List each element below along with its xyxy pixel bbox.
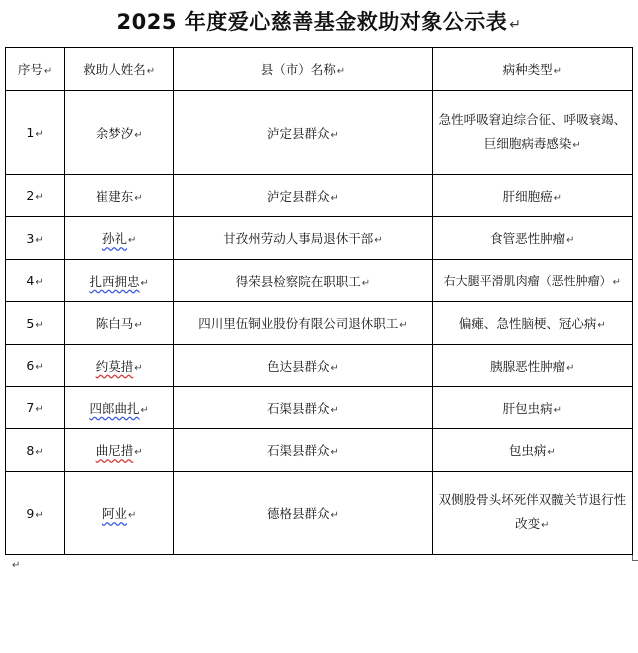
table-end-marker [632,555,638,561]
table-row [6,91,633,175]
disease-type: 包虫病↵ [432,429,632,472]
header-cell: 序号↵ [6,48,65,91]
disease-type: 胰腺恶性肿瘤↵ [432,345,632,387]
row-number: 5↵ [6,302,65,345]
county-name: 石渠县群众↵ [174,387,432,429]
recipient-name: 孙礼↵ [65,217,174,260]
header-cell: 救助人姓名↵ [65,48,174,91]
row-number: 9↵ [6,472,65,555]
disease-type: 肝包虫病↵ [432,387,632,429]
recipient-name: 陈白马↵ [65,302,174,345]
document-title: 2025 年度爱心慈善基金救助对象公示表 ↵ [116,10,522,34]
recipient-name: 崔建东↵ [65,175,174,217]
recipient-name: 扎西拥忠↵ [65,260,174,302]
table-row [6,345,633,387]
disease-type: 肝细胞癌↵ [432,175,632,217]
recipient-name: 约莫措↵ [65,345,174,387]
disease-type: 右大腿平滑肌肉瘤（恶性肿瘤）↵ [432,260,632,302]
disease-type: 急性呼吸窘迫综合征、呼吸衰竭、巨细胞病毒感染↵ [432,91,632,175]
table-row [6,260,633,302]
row-number: 7↵ [6,387,65,429]
disease-type: 食管恶性肿瘤↵ [432,217,632,260]
row-number: 1↵ [6,91,65,175]
recipient-name: 曲尼措↵ [65,429,174,472]
disease-type: 偏瘫、急性脑梗、冠心病↵ [432,302,632,345]
table-row [6,429,633,472]
row-number: 3↵ [6,217,65,260]
table-row [6,217,633,260]
county-name: 德格县群众↵ [174,472,432,555]
row-number: 2↵ [6,175,65,217]
disease-type: 双侧股骨头坏死伴双髋关节退行性改变↵ [432,472,632,555]
table-row [6,472,633,555]
county-name: 甘孜州劳动人事局退休干部↵ [174,217,432,260]
county-name: 泸定县群众↵ [174,175,432,217]
recipient-name: 余梦汐↵ [65,91,174,175]
table-header-row [6,48,633,91]
recipient-name: 阿业↵ [65,472,174,555]
county-name: 石渠县群众↵ [174,429,432,472]
table-row [6,302,633,345]
row-number: 6↵ [6,345,65,387]
header-cell: 县（市）名称↵ [174,48,432,91]
table-row [6,387,633,429]
county-name: 色达县群众↵ [174,345,432,387]
county-name: 得荣县检察院在职职工↵ [174,260,432,302]
header-cell: 病种类型↵ [432,48,632,91]
county-name: 四川里伍铜业股份有限公司退休职工↵ [174,302,432,345]
table-row [6,175,633,217]
paragraph-mark: ↵ [12,560,21,571]
recipient-name: 四郎曲扎↵ [65,387,174,429]
relief-recipients-table [5,47,633,555]
row-number: 8↵ [6,429,65,472]
row-number: 4↵ [6,260,65,302]
county-name: 泸定县群众↵ [174,91,432,175]
